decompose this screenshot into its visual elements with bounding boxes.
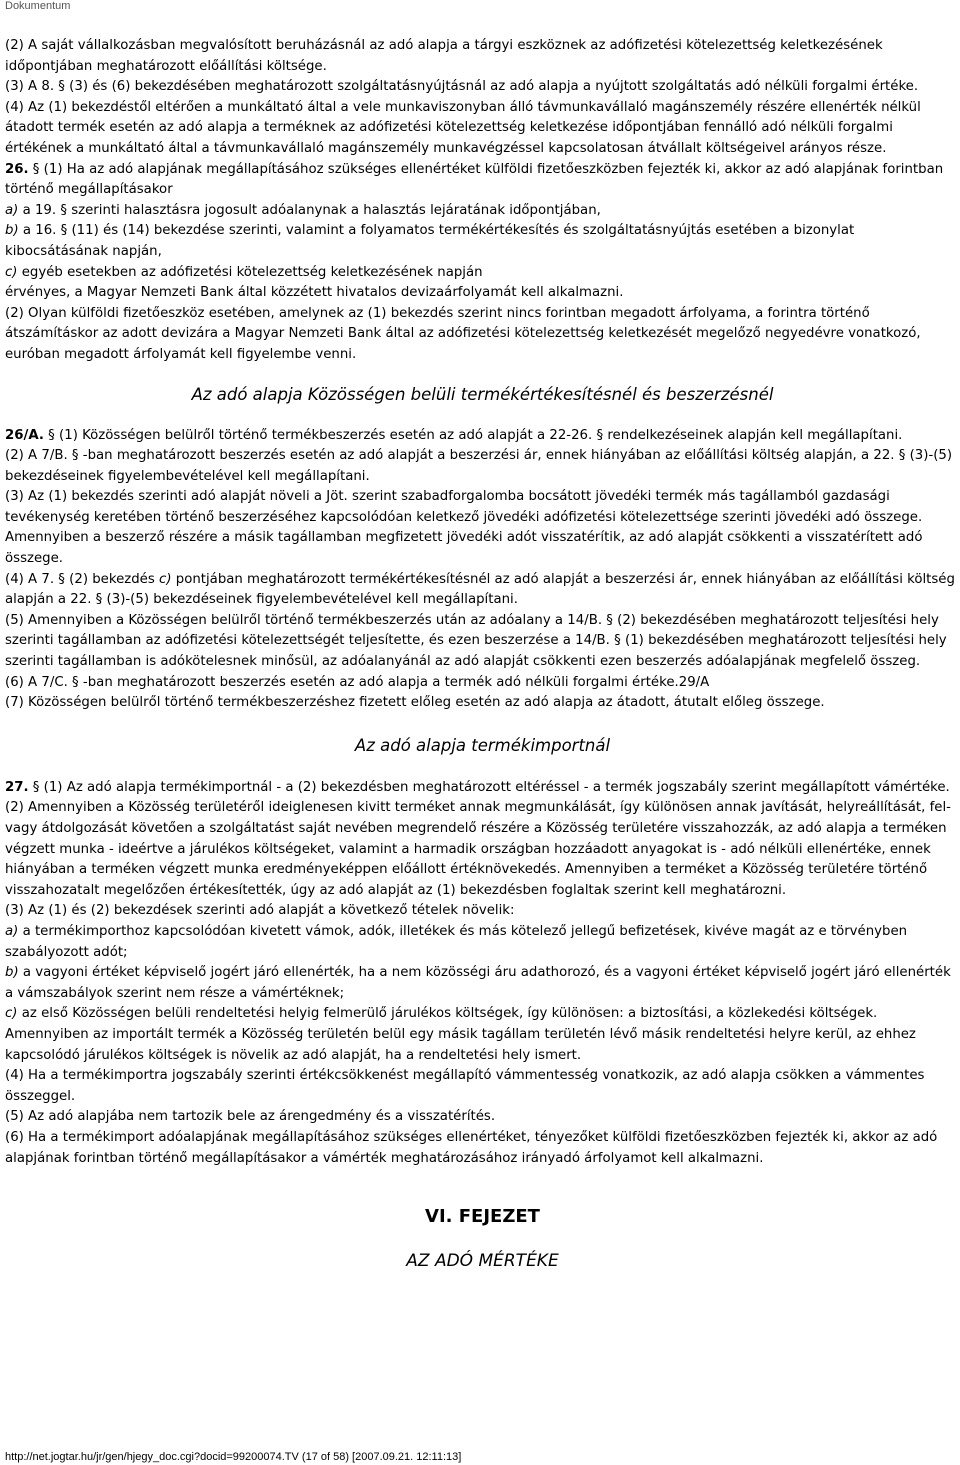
paragraph: (2) Amennyiben a Közösség területéről ideiglenesen kivitt terméket annak megmunkálását, így különösen annak javítását, helyreállítását, fel- vagy átdolgozását követően a szolgáltatást saját nevében megrendelő részére a Közösség területére visszahozzák, az adó alapja a terméken végzett munka - ideértve a járulékos költségeket, valamint a harmadik országban hozzáadott anyagokat is - adó nélküli ellenértéke, ennek hiányában a terméken végzett munka eredményeképpen előállott értéknövekedés. Amennyiben a terméket a Közösség területére történő visszahozatalt megelőzően értékesítették, úgy az adó alapját az (1) bekezdésben foglaltak szerint kell meghatározni. (5, 800, 951, 898)
list-item: b) a vagyoni értéket képviselő jogért járó ellenérték, ha a nem közösségi áru adathorozó, és a vagyoni értéket képviselő jogért járó ellenérték a vámszabályok szerint nem része a vámértéknek; (5, 965, 951, 1001)
paragraph: (3) Az (1) és (2) bekezdések szerinti adó alapját a következő tételek növelik: (5, 903, 515, 919)
list-item: c) az első Közösségen belüli rendeltetési helyig felmerülő járulékos költségek, így különösen: a biztosítási, a közlekedési költségek. Amennyiben az importált termék a Közösség területén belül egy másik tagállam területén lévő másik rendeltetési helyre kerül, az ehhez kapcsolódó járulékos költségek is növelik az adó alapját, ha a rendeltetési hely ismert. (5, 1006, 916, 1063)
section-26-para-1: 26. § (1) Ha az adó alapjának megállapításához szükséges ellenértéket külföldi fizetőeszközben fejezték ki, akkor az adó alapjának forintban történő megállapításakor (5, 161, 944, 198)
paragraph: (6) A 7/C. § -ban meghatározott beszerzés esetén az adó alapja a termék adó nélküli forgalmi értéke.29/A (5, 674, 710, 690)
list-item: a) a 19. § szerinti halasztásra jogosult adóalanynak a halasztás lejáratának időpontjában, (5, 202, 601, 218)
list-item: b) a 16. § (11) és (14) bekezdése szerinti, valamint a folyamatos termékértékesítés és szolgáltatásnyújtás esetében a bizonylat kibocsátásának napján, (5, 223, 855, 259)
paragraph: (3) Az (1) bekezdés szerinti adó alapját növeli a Jöt. szerint szabadforgalomba bocsátott jövedéki termék más tagállamból gazdasági tevékenység keretében történő beszerzéséhez kapcsolódóan keletkező jövedéki adófizetési kötelezettsége szerinti jövedéki adó összege. Amennyiben a beszerző részére a másik tagállamban megfizetett jövedéki adót visszatérítik, az adó alapját csökkenti a visszatérített adó összege. (5, 489, 923, 567)
section-heading: Az adó alapja Közösségen belüli termékértékesítésnél és beszerzésnél (191, 384, 774, 404)
paragraph: (7) Közösségen belülről történő termékbeszerzéshez fizetett előleg esetén az adó alapja az átadott, átutalt előleg összege. (5, 695, 825, 711)
list-item: c) egyéb esetekben az adófizetési kötelezettség keletkezésének napján (5, 264, 483, 280)
section-number: 26. (5, 161, 29, 177)
paragraph: (4) A 7. § (2) bekezdés c) pontjában meghatározott termékértékesítésnél az adó alapját a beszerzési ár, ennek hiányában az előállítási költség alapján a 22. § (3)-(5) bekezdéseinek figyelembevételével kell megállapítani. (5, 571, 955, 608)
paragraph: (5) Az adó alapjába nem tartozik bele az árengedmény és a visszatérítés. (5, 1109, 496, 1125)
section-heading: Az adó alapja termékimportnál (354, 735, 611, 755)
section-26a-para-1: 26/A. § (1) Közösségen belülről történő termékbeszerzés esetén az adó alapját a 22-26. § rendelkezéseinek alapján kell megállapítani. (5, 427, 903, 443)
section-number: 26/A. (5, 427, 44, 443)
paragraph: (4) Az (1) bekezdéstől eltérően a munkáltató által a vele munkaviszonyban álló távmunkavállaló magánszemély részére ellenérték nélkül átadott termék esetén az adó alapja a terméknek az adófizetési kötelezettség keletkezése időpontjában fennálló adó nélküli forgalmi értékének a munkáltató által a távmunkavállaló magánszemély munkavégzéssel kapcsolatosan átvállalt költségeivel arányos része. (5, 99, 921, 156)
section-number: 27. (5, 779, 29, 795)
document-body (5, 36, 960, 1273)
paragraph: érvényes, a Magyar Nemzeti Bank által közzétett hivatalos devizaárfolyamát kell alkalmazni. (5, 285, 624, 301)
document-header: Dokumentum (5, 0, 71, 12)
section-27-para-1: 27. § (1) Az adó alapja termékimportnál - a (2) bekezdésben meghatározott eltéréssel - a termék jogszabály szerint megállapított vámértéke. (5, 779, 950, 795)
chapter-heading: VI. FEJEZET (425, 1206, 540, 1228)
paragraph: (6) Ha a termékimport adóalapjának megállapításához szükséges ellenértéket, tényezőket külföldi fizetőeszközben fejezték ki, akkor az adó alapjának forintban történő megállapításakor a vámérték meghatározásához irányadó árfolyamot kell alkalmazni. (5, 1129, 938, 1166)
paragraph: (2) Olyan külföldi fizetőeszköz esetében, amelynek az (1) bekezdés szerint nincs forintban megadott árfolyama, a forintra történő átszámításkor az adott devizára a Magyar Nemzeti Bank által az adófizetési kötelezettség keletkezését megelőző negyedévre vonatkozó, euróban megadott árfolyamát kell figyelembe venni. (5, 305, 921, 362)
chapter-title: AZ ADÓ MÉRTÉKE (406, 1251, 559, 1272)
list-item: a) a termékimporthoz kapcsolódóan kivetett vámok, adók, illetékek és más kötelező jellegű befizetések, kivéve magát az e törvényben szabályozott adót; (5, 923, 908, 960)
paragraph: (5) Amennyiben a Közösségen belülről történő termékbeszerzés után az adóalany a 14/B. § (2) bekezdésében meghatározott teljesítési hely szerinti tagállamban az adófizetési kötelezettségét teljesítette, és ezen beszerzése a 14/B. § (1) bekezdésében meghatározott teljesítési hely szerinti tagállamban is adókötelesnek minősül, az adóalanyánál az adó alapját csökkenti ezen beszerzés adóalapjának megfelelő összeg. (5, 612, 947, 670)
paragraph: (2) A 7/B. § -ban meghatározott beszerzés esetén az adó alapját a beszerzési ár, ennek hiányában az előállítási költség alapján, a 22. § (3)-(5) bekezdéseinek figyelembevételével kell megállapítani. (5, 448, 953, 484)
page-footer-url: http://net.jogtar.hu/jr/gen/hjegy_doc.cgi?docid=99200074.TV (17 of 58) [2007.09.21. 12:11:13] (5, 1451, 462, 1463)
paragraph: (2) A saját vállalkozásban megvalósított beruházásnál az adó alapja a tárgyi eszköznek az adófizetési kötelezettség keletkezésének időpontjában meghatározott előállítási költsége. (5, 38, 883, 74)
paragraph: (4) Ha a termékimportra jogszabály szerinti értékcsökkenést megállapító vámmentesség vonatkozik, az adó alapja csökken a vámmentes összeggel. (5, 1068, 925, 1104)
paragraph: (3) A 8. § (3) és (6) bekezdésében meghatározott szolgáltatásnyújtásnál az adó alapja a nyújtott szolgáltatás adó nélküli forgalmi értéke. (5, 79, 919, 95)
